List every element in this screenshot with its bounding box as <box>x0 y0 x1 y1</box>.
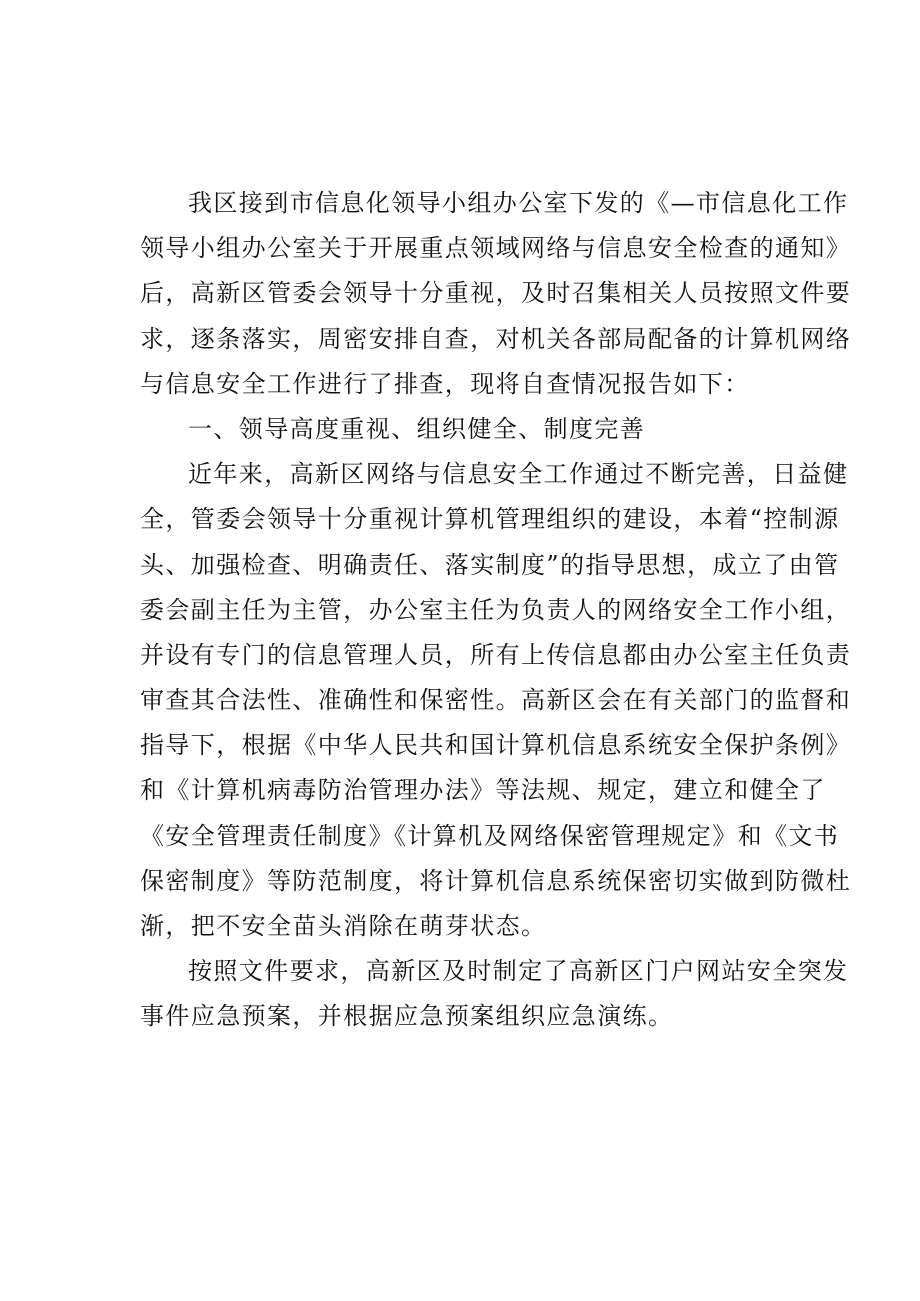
paragraph-emergency-line-1: 按照文件要求，高新区及时制定了高新区门户网站安全突发 <box>188 957 849 986</box>
paragraph-organization-line-9: 《安全管理责任制度》《计算机及网络保密管理规定》和《文书 <box>140 821 840 850</box>
paragraph-organization-line-3: 头、加强检查、明确责任、落实制度”的指导思想，成立了由管 <box>140 550 840 579</box>
paragraph-organization-line-10: 保密制度》等防范制度，将计算机信息系统保密切实做到防微杜 <box>140 866 852 895</box>
paragraph-emergency-line-2: 事件应急预案，并根据应急预案组织应急演练。 <box>140 1002 674 1031</box>
document-body <box>140 181 852 1040</box>
paragraph-intro-line-4: 求，逐条落实，周密安排自查，对机关各部局配备的计算机网络 <box>140 324 852 353</box>
paragraph-intro-line-2: 领导小组办公室关于开展重点领域网络与信息安全检查的通知》 <box>140 234 852 263</box>
paragraph-intro-line-3: 后，高新区管委会领导十分重视，及时召集相关人员按照文件要 <box>140 279 852 308</box>
paragraph-organization-line-11: 渐，把不安全苗头消除在萌芽状态。 <box>140 912 547 940</box>
paragraph-organization-line-2: 全，管委会领导十分重视计算机管理组织的建设，本着“控制源 <box>140 505 840 534</box>
paragraph-organization-line-8: 和《计算机病毒防治管理办法》等法规、规定，建立和健全了 <box>140 776 826 805</box>
paragraph-intro-line-1: 我区接到市信息化领导小组办公室下发的《—市信息化工作 <box>188 189 849 217</box>
paragraph-organization-line-7: 指导下，根据《中华人民共和国计算机信息系统安全保护条例》 <box>140 731 852 760</box>
paragraph-organization-line-1: 近年来，高新区网络与信息安全工作通过不断完善，日益健 <box>188 460 849 489</box>
paragraph-intro-line-5: 与信息安全工作进行了排查，现将自查情况报告如下： <box>140 369 750 398</box>
paragraph-organization-line-5: 并设有专门的信息管理人员，所有上传信息都由办公室主任负责 <box>140 640 852 669</box>
section-heading: 一、领导高度重视、组织健全、制度完善 <box>188 414 646 443</box>
paragraph-organization-line-4: 委会副主任为主管，办公室主任为负责人的网络安全工作小组， <box>140 595 852 624</box>
paragraph-organization-line-6: 审查其合法性、准确性和保密性。高新区会在有关部门的监督和 <box>140 686 852 715</box>
